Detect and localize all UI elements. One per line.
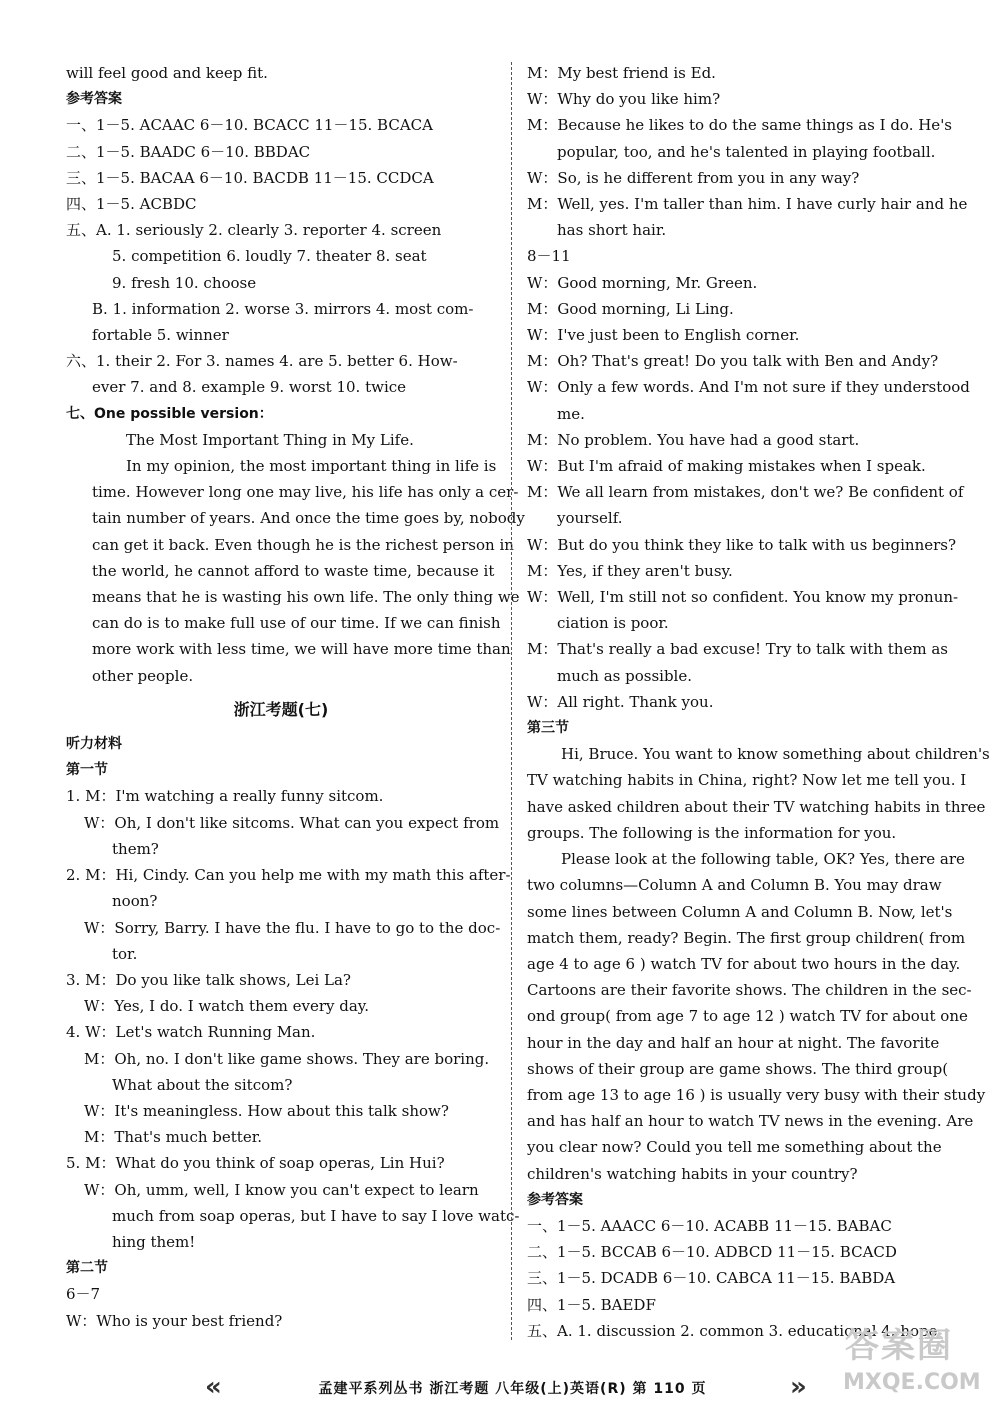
text-line: M：Oh? That's great! Do you talk with Ben and Andy? [527,352,939,371]
text-line: 五、A. 1. discussion 2. common 3. educational 4. hope [527,1321,938,1340]
text-line: more work with less time, we will have more time than [92,640,511,659]
text-line: 四、1－5. ACBDC [66,195,197,214]
text-line: groups. The following is the information for you. [527,823,897,842]
text-line: Cartoons are their favorite shows. The children in the sec- [527,981,972,1000]
text-line: ever 7. and 8. example 9. worst 10. twice [92,378,407,397]
text-line: 5. M：What do you think of soap operas, Lin Hui? [66,1154,445,1173]
text-line: some lines between Column A and Column B. Now, let's [527,902,953,921]
text-line: 4. W：Let's watch Running Man. [66,1023,316,1042]
text-line: W：It's meaningless. How about this talk show? [84,1101,449,1120]
text-line: B. 1. information 2. worse 3. mirrors 4. most com- [92,299,474,318]
text-line: W：Yes, I do. I watch them every day. [84,997,370,1016]
text-line: 2. M：Hi, Cindy. Can you help me with my math this after- [66,866,511,885]
text-line: W：I've just been to English corner. [527,326,800,345]
section-title: 浙江考题(七) [233,699,329,719]
text-line: 五、A. 1. seriously 2. clearly 3. reporter 4. screen [66,221,442,240]
text-line: M：Because he likes to do the same things as I do. He's [527,116,953,135]
text-line: noon? [112,892,158,911]
text-line: 三、1－5. BACAA 6－10. BACDB 11－15. CCDCA [66,168,434,187]
text-line: and has half an hour to watch TV news in the evening. Are [527,1112,974,1131]
text-line: much as possible. [557,666,692,685]
column-divider [511,62,512,1340]
text-line: W：But do you think they like to talk with us beginners? [527,535,957,554]
text-line: tain number of years. And once the time goes by, nobody [92,509,525,528]
left-column [66,60,525,1334]
listening-material-block [66,731,520,1334]
text-line: have asked children about their TV watching habits in three [527,797,986,816]
text-line: TV watching habits in China, right? Now let me tell you. I [527,771,967,790]
text-line: 二、1－5. BCCAB 6－10. ADBCD 11－15. BCACD [527,1243,897,1262]
text-line: 一、1－5. ACAAC 6－10. BCACC 11－15. BCACA [66,116,433,135]
text-line: age 4 to age 6 ) watch TV for about two hours in the day. [527,954,961,973]
text-line: hour in the day and half an hour at night. The favorite [527,1033,940,1052]
text-line: children's watching habits in your country? [527,1164,858,1183]
text-line: 七、One possible version： [66,405,273,422]
text-line: What about the sitcom? [112,1075,293,1094]
text-line: 四、1－5. BAEDF [527,1295,656,1314]
text-line: 5. competition 6. loudly 7. theater 8. seat [112,247,427,266]
text-line: tor. [112,944,138,963]
text-line: M：My best friend is Ed. [527,64,716,82]
right-text-block [527,60,990,1344]
text-line: the world, he cannot afford to waste time, because it [92,561,495,580]
text-line: 6－7 [66,1285,101,1304]
text-line: W：So, is he different from you in any way? [527,168,860,187]
text-line: 二、1－5. BAADC 6－10. BBDAC [66,142,311,161]
right-arrow-icon: » [790,1372,807,1402]
text-line: fortable 5. winner [92,326,229,345]
text-line: can do is to make full use of our time. If we can finish [92,614,501,633]
text-line: match them, ready? Begin. The first group children( from [527,928,966,947]
text-line: yourself. [557,509,623,528]
text-line: M：No problem. You have had a good start. [527,430,860,449]
text-line: M：That's really a bad excuse! Try to talk with them as [527,640,948,659]
text-line: ond group( from age 7 to age 12 ) watch TV for about one [527,1007,968,1026]
text-line: M：We all learn from mistakes, don't we? Be confident of [527,483,964,502]
right-column [527,60,990,1344]
text-line: two columns—Column A and Column B. You may draw [527,876,942,895]
watermark-logo [835,1318,995,1408]
text-line: W：Why do you like him? [527,90,721,109]
text-line: 第二节 [66,1260,108,1277]
text-line: from age 13 to age 16 ) is usually very busy with their study [527,1085,986,1104]
watermark-title: 答案圈 [845,1326,953,1366]
text-line: has short hair. [557,221,667,240]
footer-text: 孟建平系列丛书 浙江考题 八年级(上)英语(R) 第 110 页 [318,1381,707,1397]
text-line: means that he is wasting his own life. The only thing we [92,588,520,607]
text-line: 8－11 [527,247,571,266]
text-line: 参考答案 [527,1191,583,1208]
text-line: The Most Important Thing in My Life. [126,430,414,449]
text-line: In my opinion, the most important thing in life is [126,457,497,476]
text-line: ciation is poor. [557,614,669,633]
text-line: 听力材料 [66,736,122,753]
text-line: 三、1－5. DCADB 6－10. CABCA 11－15. BABDA [527,1269,896,1288]
text-line: W：Well, I'm still not so confident. You know my pronun- [527,588,959,607]
text-line: 六、1. their 2. For 3. names 4. are 5. better 6. How- [66,352,458,371]
text-line: 3. M：Do you like talk shows, Lei La? [66,970,351,989]
text-line: 1. M：I'm watching a really funny sitcom. [66,787,384,806]
text-line: other people. [92,666,194,685]
text-line: time. However long one may live, his life has only a cer- [92,483,519,502]
text-line: will feel good and keep fit. [66,64,268,82]
text-line: M：Well, yes. I'm taller than him. I have curly hair and he [527,195,968,214]
text-line: 一、1－5. AAACC 6－10. ACABB 11－15. BABAC [527,1216,892,1235]
text-line: M：That's much better. [84,1128,263,1147]
text-line: W：Oh, umm, well, I know you can't expect to learn [84,1180,479,1199]
text-line: W：Good morning, Mr. Green. [527,273,758,292]
text-line: shows of their group are game shows. The third group( [527,1059,949,1078]
text-line: can get it back. Even though he is the richest person in [92,535,514,554]
text-line: M：Oh, no. I don't like game shows. They are boring. [84,1049,490,1068]
text-line: 第一节 [66,762,108,779]
text-line: 第三节 [527,720,569,737]
text-line: popular, too, and he's talented in playing football. [557,142,936,161]
left-answer-block [66,60,525,689]
text-line: W：Oh, I don't like sitcoms. What can you expect from [84,813,500,832]
text-line: much from soap operas, but I have to say I love watc- [112,1206,520,1225]
text-line: them? [112,839,159,858]
text-line: 参考答案 [66,91,122,108]
text-line: hing them! [112,1232,196,1251]
text-line: W：All right. Thank you. [527,692,714,711]
text-line: W：Only a few words. And I'm not sure if they understood [527,378,970,397]
text-line: you clear now? Could you tell me something about the [527,1138,942,1157]
watermark-url: MXQE.COM [843,1370,981,1395]
text-line: W：But I'm afraid of making mistakes when I speak. [527,457,926,476]
text-line: 9. fresh 10. choose [112,273,257,292]
text-line: W：Who is your best friend? [66,1311,283,1330]
text-line: M：Good morning, Li Ling. [527,299,734,318]
text-line: Hi, Bruce. You want to know something about children's [561,745,990,764]
text-line: me. [557,404,585,423]
text-line: Please look at the following table, OK? Yes, there are [561,850,965,869]
left-arrow-icon: « [205,1372,222,1402]
text-line: W：Sorry, Barry. I have the flu. I have to go to the doc- [84,918,501,937]
text-line: M：Yes, if they aren't busy. [527,561,733,580]
